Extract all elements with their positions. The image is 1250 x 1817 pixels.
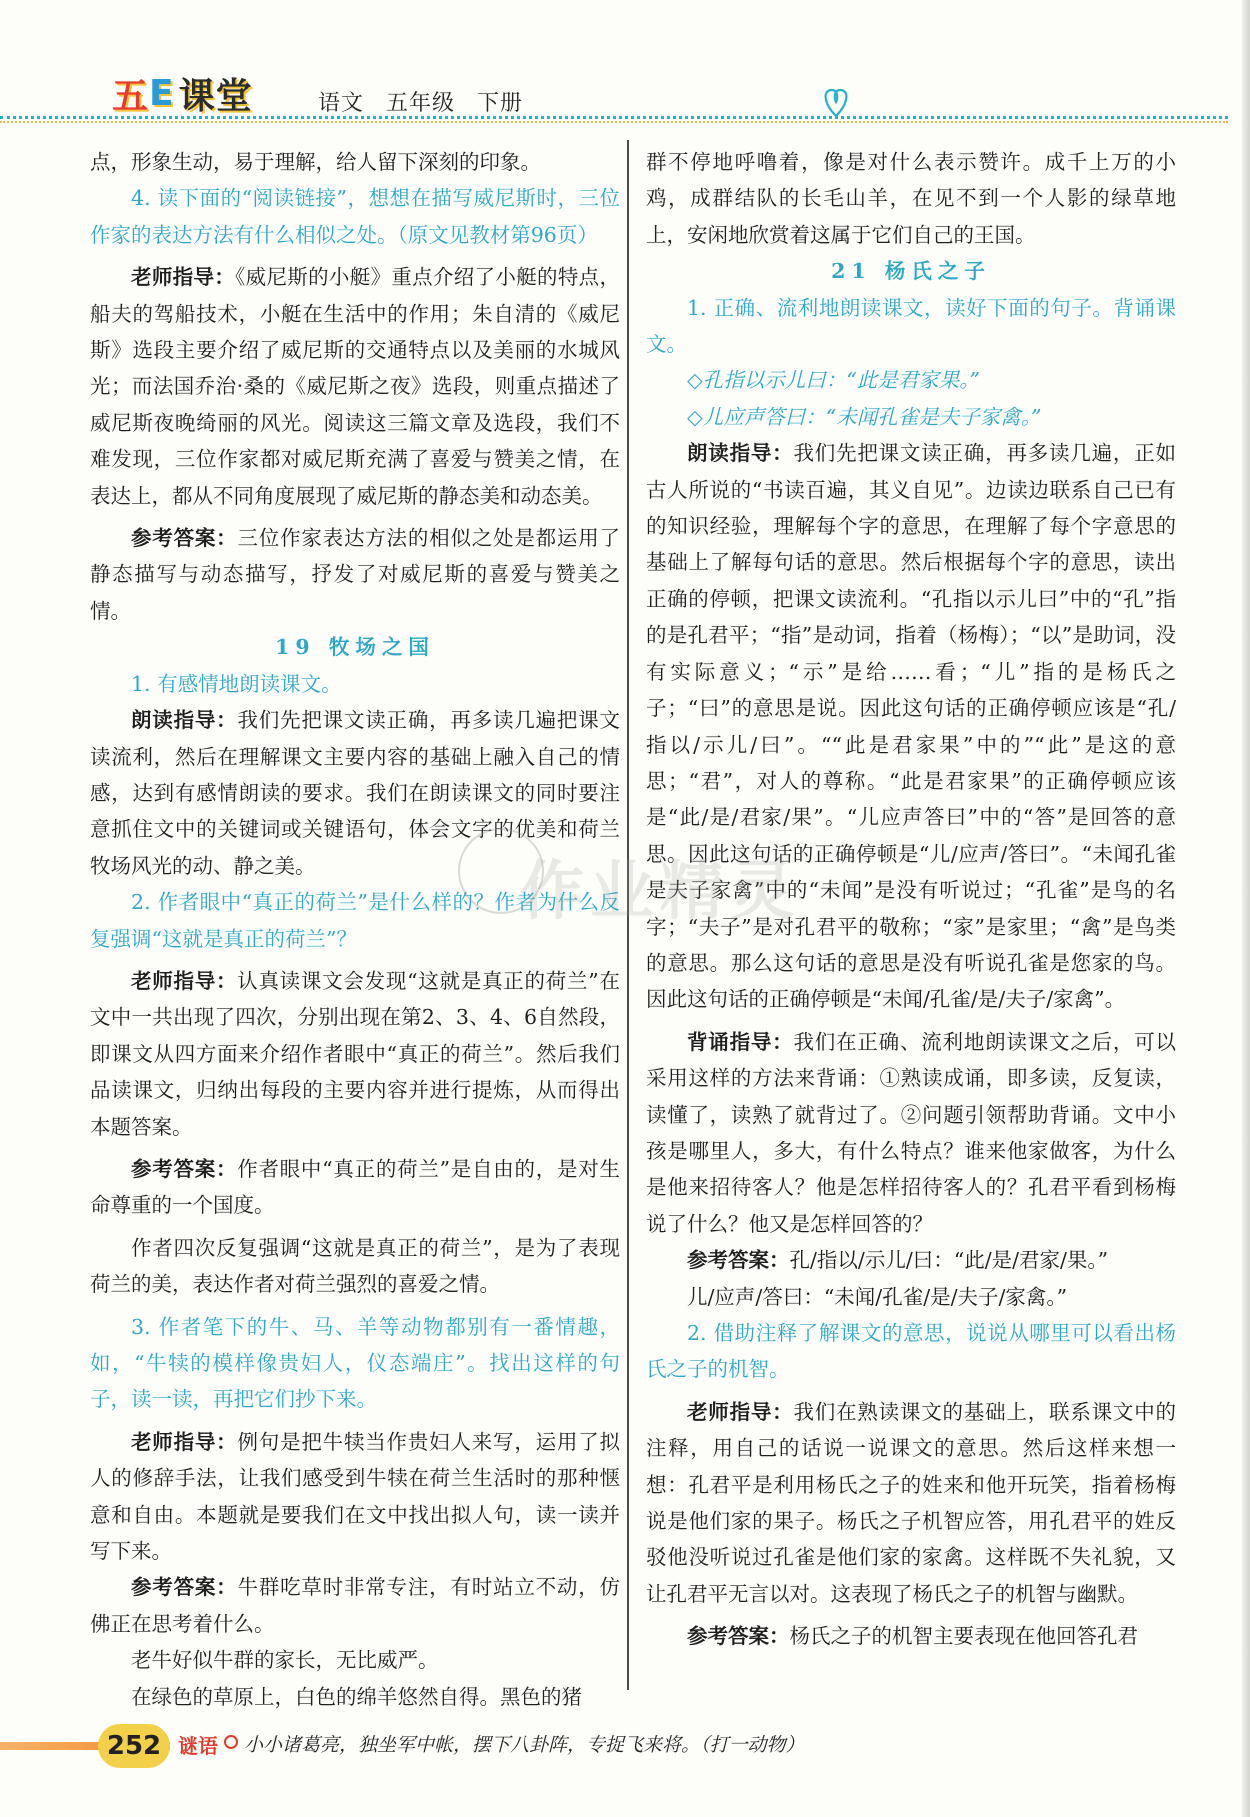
teacher-guide-label: 老师指导： xyxy=(131,265,236,290)
reading-guide-label: 朗读指导： xyxy=(687,441,794,466)
reading-guide-text: 我们先把课文读正确，再多读几遍，正如古人所说的“书读百遍，其义自见”。边读边联系自己已有的知识经验，理解每个字的意思，在理解了每个字意思的基础上了解每句话的意思。然后根据每个字的意思，读出正确的停顿，把课文读流利。“孔指以示儿曰”中的“孔”指的是孔君平；“指”是动词，指着（杨梅）；“以”是助词，没有实际意义；“示”是给……看；“儿”指的是杨氏之子；“曰”的意思是说。因此这句话的正确停顿应该是“孔/指以/示儿/曰”。““此是君家果”中的”“此”是这的意思；“君”，对人的尊称。“此是君家果”的正确停顿应该是“此/是/君家/果”。“儿应声答曰”中的“答”是回答的意思。因此这句话的正确停顿是“儿/应声/答曰”。“未闻孔雀是夫子家禽”中的“未闻”是没有听说过；“孔雀”是鸟的名字；“夫子”是对孔君平的敬称；“家”是家里；“禽”是鸟类的意思。那么这句话的意思是没有听说孔雀是您家的鸟。因此这句话的正确停顿是“未闻/孔雀/是/夫子/家禽”。 xyxy=(646,441,1177,1012)
answer-19-3-b: 老牛好似牛群的家长，无比威严。 xyxy=(131,1648,439,1673)
teacher-guide-19-2 xyxy=(90,963,620,1145)
book-subject xyxy=(318,86,537,117)
recitation-guide-label: 背诵指导： xyxy=(687,1029,794,1054)
answer-text: 杨氏之子的机智主要表现在他回答孔君 xyxy=(789,1624,1138,1649)
question-19-1: 1. 有感情地朗读课文。 xyxy=(131,671,342,696)
teacher-guide-label: 老师指导： xyxy=(131,968,238,993)
answer-label: 参考答案： xyxy=(131,526,238,551)
reading-guide-label: 朗读指导： xyxy=(131,708,238,733)
logo-part-1: 五 xyxy=(112,75,150,117)
recitation-guide-21 xyxy=(646,1024,1176,1242)
answer-text: 孔/指以/示儿/曰：“此/是/君家/果。” xyxy=(789,1248,1109,1273)
page-header xyxy=(0,62,1250,126)
answer-21-2 xyxy=(646,1618,1176,1654)
answer-label: 参考答案： xyxy=(131,1156,238,1181)
answer-label: 参考答案： xyxy=(687,1248,790,1273)
watermark-text: 作业精灵 xyxy=(520,855,800,929)
answer-text: 牛群吃草时非常专注，有时站立不动，仿佛正在思考着什么。 xyxy=(90,1575,621,1636)
riddle-label: 谜语 xyxy=(178,1734,218,1758)
lesson-title-19: 19 牧场之国 xyxy=(275,635,435,660)
teacher-guide-21-2 xyxy=(646,1394,1176,1612)
teacher-guide-text: 《威尼斯的小艇》重点介绍了小艇的特点，船夫的驾船技术，小艇在生活中的作用；朱自清的《威尼斯》选段主要介绍了威尼斯的交通特点以及美丽的水城风光；而法国乔治·桑的《威尼斯之夜》选段，则重点描述了威尼斯夜晚绮丽的风光。阅读这三篇文章及选段，我们不难发现，三位作家都对威尼斯充满了喜爱与赞美之情，在表达上，都从不同角度展现了威尼斯的静态美和动态美。 xyxy=(90,265,621,508)
reading-guide-text: 我们先把课文读正确，再多读几遍把课文读流利，然后在理解课文主要内容的基础上融入自己的情感，达到有感情朗读的要求。我们在朗读课文的同时要注意抓住文中的关键词或关键语句，体会文字的优美和荷兰牧场风光的动、静之美。 xyxy=(90,708,621,878)
teacher-guide-19-3 xyxy=(90,1424,620,1570)
answer-19-2-b: 作者四次反复强调“这就是真正的荷兰”，是为了表现荷兰的美，表达作者对荷兰强烈的喜爱之情。 xyxy=(90,1235,620,1297)
page-footer xyxy=(0,1716,1250,1776)
teacher-guide-text: 认真读课文会发现“这就是真正的荷兰”在文中一共出现了四次，分别出现在第2、3、4、6自然段，即课文从四方面来介绍作者眼中“真正的荷兰”。然后我们品读课文，归纳出每段的主要内容并进行提炼，从而得出本题答案。 xyxy=(90,968,620,1139)
sentence-1: ◇孔指以示儿曰：“此是君家果。” xyxy=(687,368,980,393)
recitation-guide-text: 我们在正确、流利地朗读课文之后，可以采用这样的方法来背诵：①熟读成诵，即多读，反复读，读懂了，读熟了就背过了。②问题引领帮助背诵。文中小孩是哪里人，多大，有什么特点？谁来他家做客，为什么是他来招待客人？他是怎样招待客人的？孔君平看到杨梅说了什么？他又是怎样回答的？ xyxy=(646,1029,1177,1236)
answer-21-1 xyxy=(646,1242,1176,1278)
page-number: 252 xyxy=(98,1724,170,1768)
answer-19-3 xyxy=(90,1569,620,1642)
logo-part-2: E xyxy=(149,72,175,114)
lesson-title-21: 21 杨氏之子 xyxy=(831,259,991,284)
answer-label: 参考答案： xyxy=(131,1575,238,1600)
header-rule-blue xyxy=(0,116,1228,119)
question-19-3: 3. 作者笔下的牛、马、羊等动物都别有一番情趣，如，“牛犊的模样像贵妇人，仪态端庄”。找出这样的句子，读一读，再把它们抄下来。 xyxy=(90,1314,620,1412)
logo-part-3: 课堂 xyxy=(178,75,253,117)
answer-label: 参考答案： xyxy=(687,1624,790,1649)
question-21-2: 2. 借助注释了解课文的意思，说说从哪里可以看出杨氏之子的机智。 xyxy=(646,1321,1176,1382)
teacher-guide-label: 老师指导： xyxy=(131,1429,238,1454)
answer-19-2 xyxy=(90,1151,620,1224)
teacher-guide-text: 我们在熟读课文的基础上，联系课文中的注释，用自己的话说一说课文的意思。然后这样来想一想：孔君平是利用杨氏之子的姓来和他开玩笑，指着杨梅说是他们家的果子。杨氏之子机智应答，用孔君平的姓反驳他没听说过孔雀是他们家的家禽。这样既不失礼貌，又让孔君平无言以对。这表现了杨氏之子的机智与幽默。 xyxy=(646,1399,1177,1606)
continued-text: 点，形象生动，易于理解，给人留下深刻的印象。 xyxy=(90,150,541,174)
ribbon-ornament-icon xyxy=(816,86,856,120)
teacher-guide-label: 老师指导： xyxy=(687,1399,794,1424)
teacher-guide-4 xyxy=(90,259,620,514)
subject-name: 语文 xyxy=(318,91,365,116)
riddle-text: 小小诸葛亮，独坐军中帐，摆下八卦阵，专捉飞来将。（打一动物） xyxy=(244,1734,805,1756)
circle-bullet-icon xyxy=(224,1735,238,1749)
question-19-2: 2. 作者眼中“真正的荷兰”是什么样的？作者为什么反复强调“这就是真正的荷兰”？ xyxy=(90,890,620,951)
answer-text: 作者眼中“真正的荷兰”是自由的，是对生命尊重的一个国度。 xyxy=(90,1156,620,1218)
grade-label: 五年级 xyxy=(386,91,456,116)
brand-logo xyxy=(112,70,253,116)
header-rule-orange xyxy=(0,121,1228,123)
question-4: 4. 读下面的“阅读链接”，想想在描写威尼斯时，三位作家的表达方法有什么相似之处。（原文见教材第96页） xyxy=(90,186,620,247)
continued-text: 群不停地呼噜着，像是对什么表示赞许。成千上万的小鸡，成群结队的长毛山羊，在见不到一个人影的绿草地上，安闲地欣赏着这属于它们自己的王国。 xyxy=(646,150,1176,247)
page-edge xyxy=(1242,0,1250,1817)
answer-21-1-b: 儿/应声/答曰：“未闻/孔雀/是/夫子/家禽。” xyxy=(687,1284,1068,1309)
answer-4 xyxy=(90,520,620,629)
volume-label: 下册 xyxy=(477,91,524,116)
answer-19-3-c: 在绿色的草原上，白色的绵羊悠然自得。黑色的猪 xyxy=(131,1684,582,1709)
question-21-1: 1. 正确、流利地朗读课文，读好下面的句子。背诵课文。 xyxy=(646,295,1176,357)
sentence-2: ◇儿应声答曰：“未闻孔雀是夫子家禽。” xyxy=(687,404,1042,429)
answer-text: 三位作家表达方法的相似之处是都运用了静态描写与动态描写，抒发了对威尼斯的喜爱与赞美之情。 xyxy=(90,526,621,623)
teacher-guide-text: 例句是把牛犊当作贵妇人来写，运用了拟人的修辞手法，让我们感受到牛犊在荷兰生活时的那种惬意和自由。本题就是要我们在文中找出拟人句，读一读并写下来。 xyxy=(90,1429,621,1564)
